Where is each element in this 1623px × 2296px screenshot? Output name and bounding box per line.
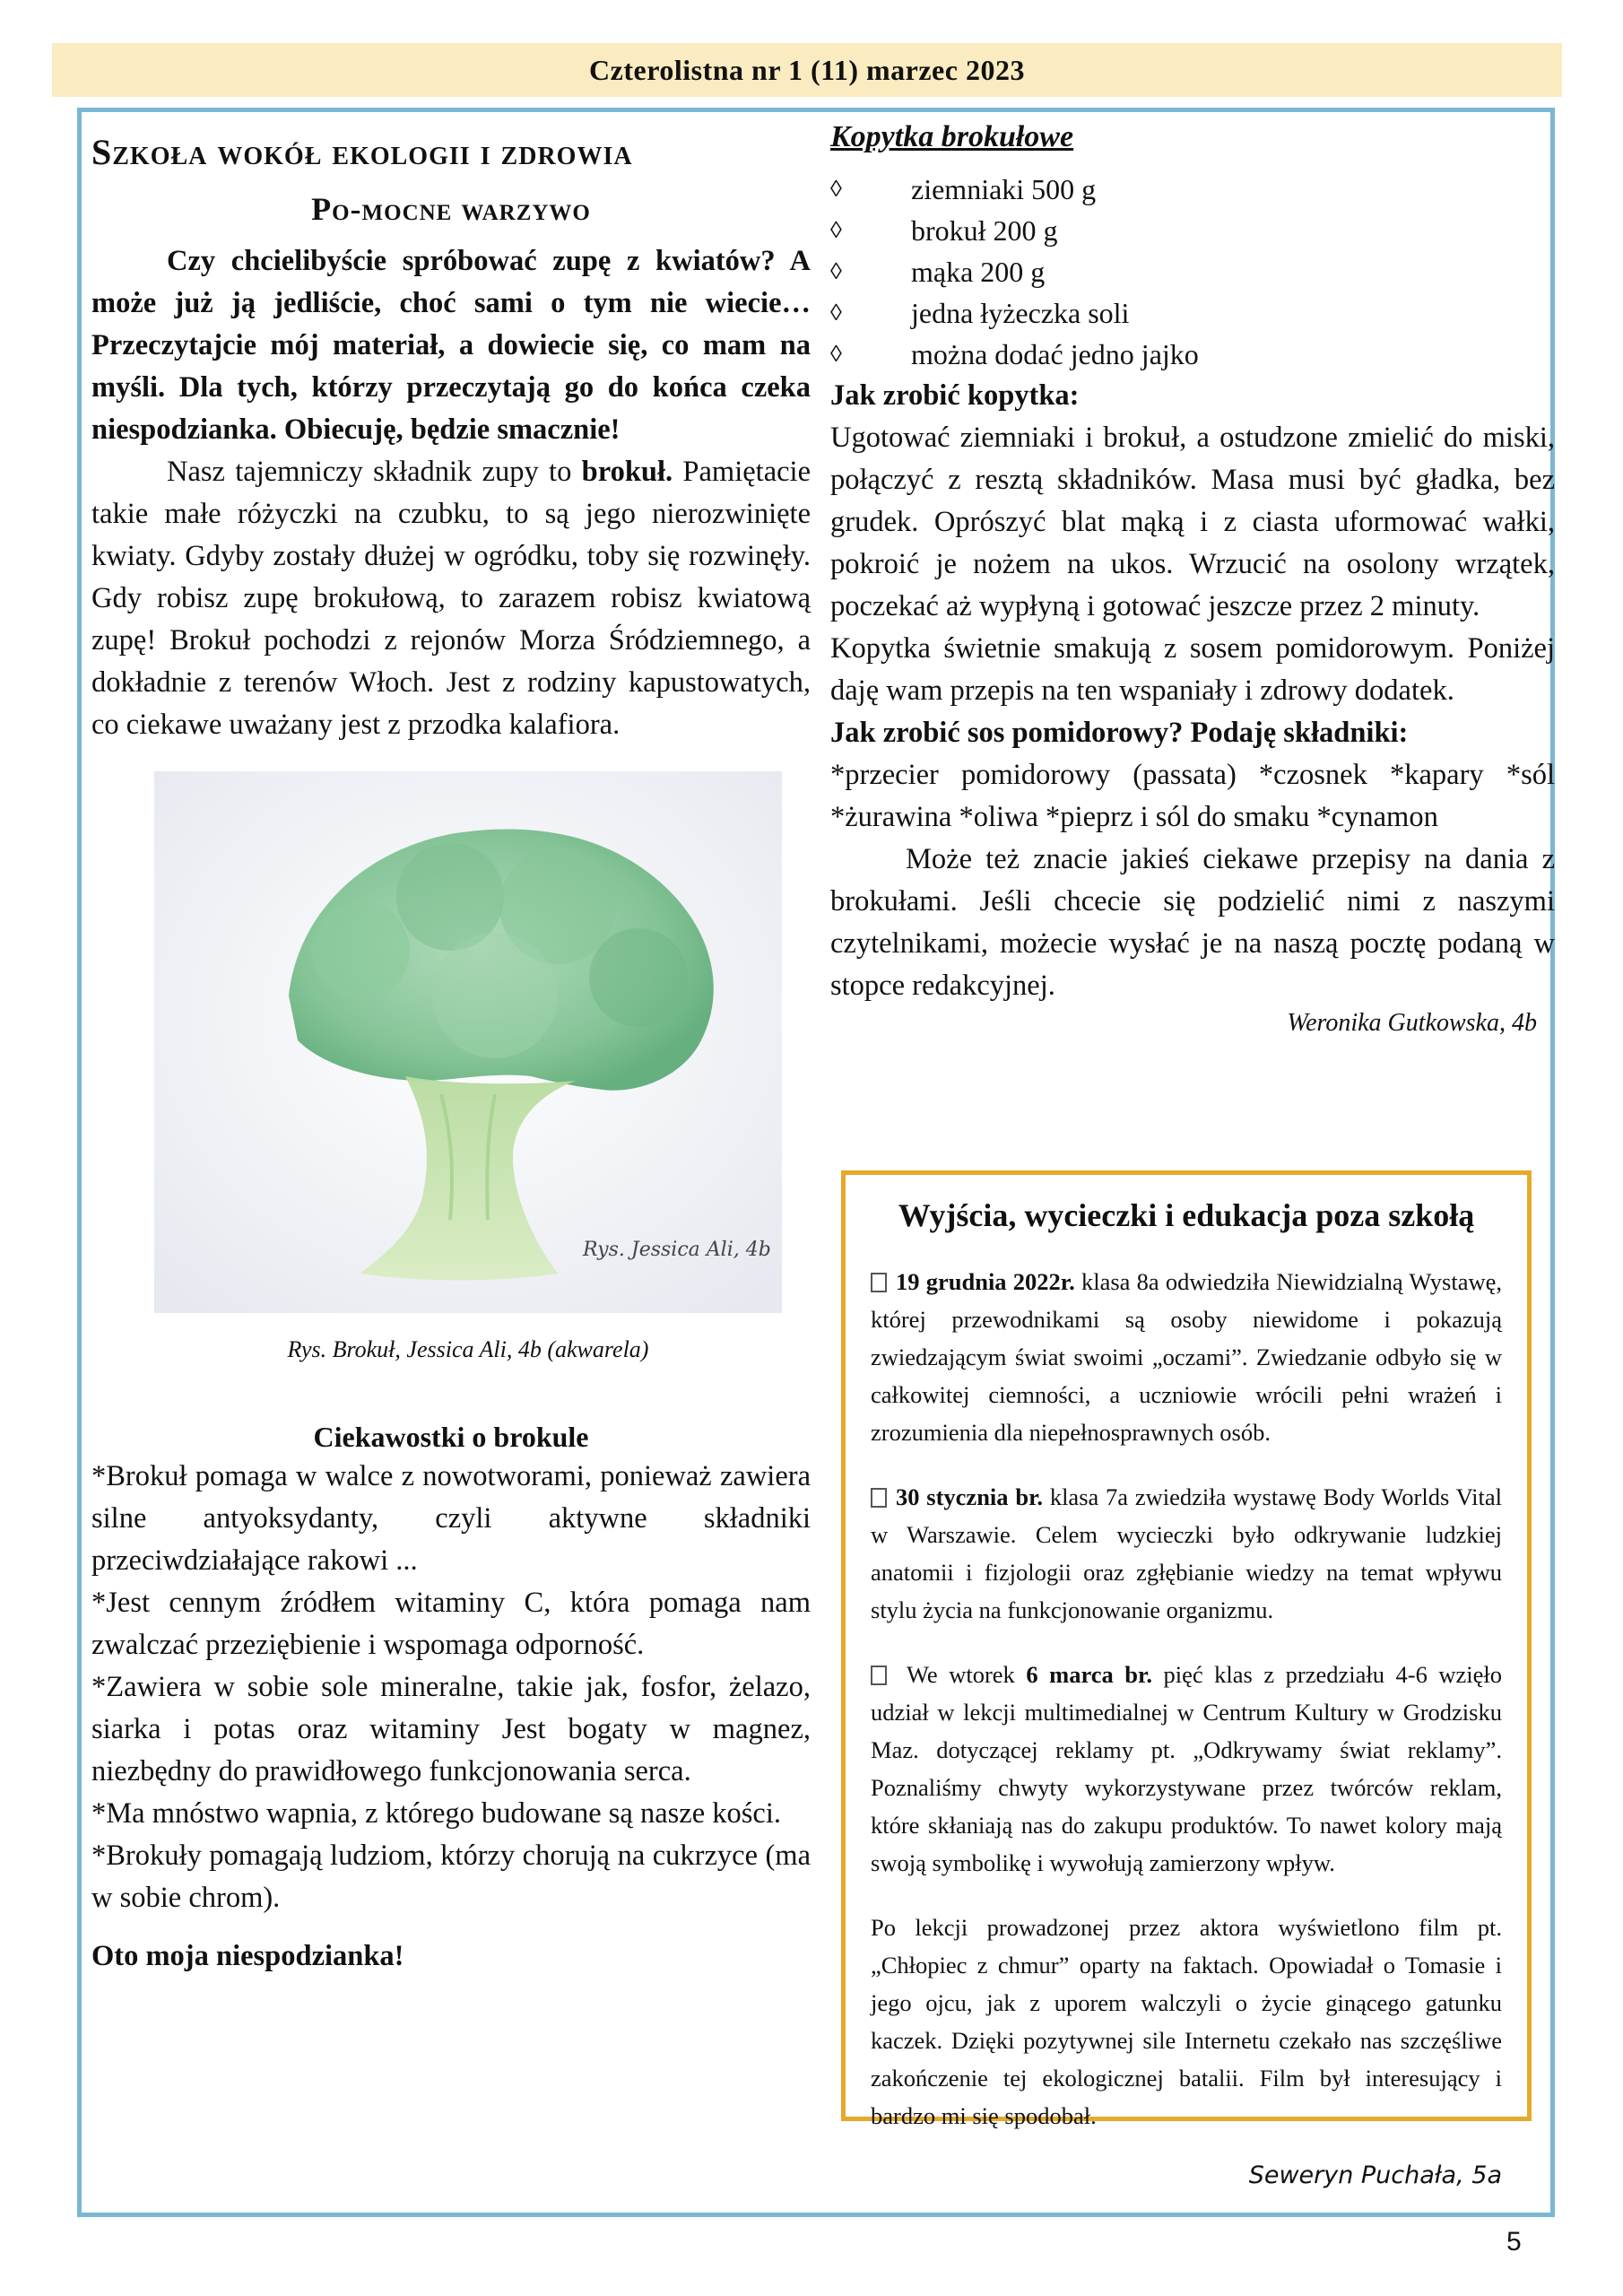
- trips-box: [841, 1170, 1532, 2189]
- newsletter-header: [52, 43, 1562, 97]
- right-column: [830, 117, 1555, 1038]
- fact-item: *Jest cennym źródłem witaminy C, która pomaga nam zwalczać przeziębienie i wspomaga odporność.: [91, 1587, 811, 1661]
- checkbox-icon: [871, 1273, 887, 1292]
- checkbox-icon: [871, 1488, 887, 1508]
- how-text: Ugotować ziemniaki i brokuł, a ostudzone zmielić do miski, połączyć z resztą składników. Masa musi być gładka, bez grudek. Oprószyć blat mąką i z ciasta uformować wałki, pokroić je nożem na ukos. Wrzucić na osolony wrzątek, poczekać aż wypłyną i gotować jeszcze przez 2 minuty.: [830, 422, 1555, 622]
- article-author: Weronika Gutkowska, 4b: [1287, 1009, 1537, 1037]
- recipe-title: Kopytka brokułowe: [830, 120, 1074, 153]
- broccoli-watercolor-image: [154, 771, 782, 1313]
- ingredient-item: ◊ ziemniaki 500 g: [830, 169, 1555, 210]
- trips-title: Wyjścia, wycieczki i edukacja poza szkołą: [898, 1197, 1475, 1233]
- ingredient-item: ◊ jedna łyżeczka soli: [830, 292, 1555, 334]
- trip-item: 19 grudnia 2022r. klasa 8a odwiedziła Niewidzialną Wystawę, której przewodnikami są osoby niewidome i pokazują zwiedzającym świat swoimi „oczami”. Zwiedzanie odbyło się w całkowitej ciemności, a uczniowie wrócili pełni wrażeń i zrozumienia dla niepełnosprawnych osób.: [871, 1268, 1503, 1446]
- fact-item: *Brokuły pomagają ludziom, którzy chorują na cukrzyce (ma w sobie chrom).: [91, 1839, 811, 1914]
- left-column: [91, 117, 811, 1978]
- intro-paragraph: Czy chcielibyście spróbować zupę z kwiatów? A może już ją jedliście, choć sami o tym nie wiecie… Przeczytajcie mój materiał, a dowiecie się, co mam na myśli. Dla tych, którzy przeczytają go do końca czeka niespodzianka. Obiecuję, będzie smacznie!: [91, 245, 811, 446]
- trips-author: Seweryn Puchała, 5a: [1248, 2161, 1502, 2189]
- trip-paragraph: Po lekcji prowadzonej przez aktora wyświetlono film pt. „Chłopiec z chmur” oparty na faktach. Opowiadał o Tomasie i jego ojcu, jak z uporem walczyli o życie ginącego gatunku kaczek. Dzięki pozytywnej sile Internetu czekało nas szczęśliwe zakończenie tej ekologicznej batalii. Film był interesujący i bardzo mi się spodobał.: [871, 1914, 1502, 2129]
- trip-item: We wtorek 6 marca br. pięć klas z przedziału 4-6 wzięło udział w lekcji multimedialnej w Centrum Kultury w Grodzisku Maz. dotyczącej reklamy pt. „Odkrywamy świat reklamy”. Poznaliśmy chwyty wykorzystywane przez twórców reklam, które skłaniają nas do zakupu produktów. To nawet kolory mają swoją symbolikę i wywołują zamierzony wpływ.: [871, 1661, 1503, 1876]
- drawing-signature: Rys. Jessica Ali, 4b: [583, 1239, 771, 1261]
- ingredients-list: [830, 169, 1555, 375]
- ingredient-item: ◊ mąka 200 g: [830, 251, 1555, 292]
- sauce-heading: Jak zrobić sos pomidorowy? Podaję składniki:: [830, 717, 1409, 749]
- fact-item: *Brokuł pomaga w walce z nowotworami, ponieważ zawiera silne antyoksydanty, czyli aktywne składniki przeciwdziałające rakowi ...: [91, 1460, 811, 1577]
- closing-text: Może też znacie jakieś ciekawe przepisy na dania z brokułami. Jeśli chcecie się podzielić nimi z naszymi czytelnikami, możecie wysłać je na naszą pocztę podaną w stopce redakcyjnej.: [830, 843, 1555, 1002]
- broccoli-drawing: [154, 771, 782, 1313]
- article-subtitle: Po-mocne warzywo: [311, 191, 591, 227]
- checkbox-icon: [871, 1665, 887, 1685]
- diamond-bullet-icon: ◊: [830, 217, 842, 243]
- fact-item: *Zawiera w sobie sole mineralne, takie jak, fosfor, żelazo, siarka i potas oraz witaminy Jest bogaty w magnez, niezbędny do prawidłowego funkcjonowania serca.: [91, 1671, 811, 1787]
- surprise-line: Oto moja niespodzianka!: [91, 1940, 404, 1972]
- facts-heading: Ciekawostki o brokule: [313, 1421, 589, 1453]
- ingredient-item: ◊ brokuł 200 g: [830, 210, 1555, 251]
- section-title: Szkoła wokół ekologii i zdrowia: [91, 132, 633, 172]
- diamond-bullet-icon: ◊: [830, 176, 842, 202]
- diamond-bullet-icon: ◊: [830, 258, 842, 284]
- fact-item: *Ma mnóstwo wapnia, z którego budowane są nasze kości.: [91, 1797, 781, 1830]
- serve-text: Kopytka świetnie smakują z sosem pomidorowym. Poniżej daję wam przepis na ten wspaniały i zdrowy dodatek.: [830, 632, 1555, 707]
- newsletter-title: Czterolistna nr 1 (11) marzec 2023: [589, 54, 1025, 86]
- diamond-bullet-icon: ◊: [830, 300, 842, 326]
- image-caption: Rys. Brokuł, Jessica Ali, 4b (akwarela): [287, 1336, 649, 1362]
- trip-item: 30 stycznia br. klasa 7a zwiedziła wystawę Body Worlds Vital w Warszawie. Celem wycieczki było odkrywanie ludzkiej anatomii i fizjologii oraz zgłębianie wiedzy na temat wpływu stylu życia na funkcjonowanie organizmu.: [871, 1483, 1502, 1623]
- keyword-broccoli: brokuł.: [581, 456, 673, 488]
- body-paragraph: Nasz tajemniczy składnik zupy to brokuł. Pamiętacie takie małe różyczki na czubku, to są jego nierozwinięte kwiaty. Gdyby zostały dłużej w ogródku, toby się rozwinęły. Gdy robisz zupę brokułową, to zarazem robisz kwiatową zupę! Brokuł pochodzi z rejonów Morza Śródziemnego, a dokładnie z terenów Włoch. Jest z rodziny kapustowatych, co ciekawe uważany jest z przodka kalafiora.: [91, 456, 811, 741]
- sauce-text: *przecier pomidorowy (passata) *czosnek *kapary *sól *żurawina *oliwa *pieprz i sól do smaku *cynamon: [830, 759, 1555, 833]
- how-heading: Jak zrobić kopytka:: [830, 379, 1080, 412]
- page-number: 5: [1506, 2227, 1522, 2257]
- diamond-bullet-icon: ◊: [830, 341, 842, 367]
- ingredient-item: ◊ można dodać jedno jajko: [830, 334, 1555, 375]
